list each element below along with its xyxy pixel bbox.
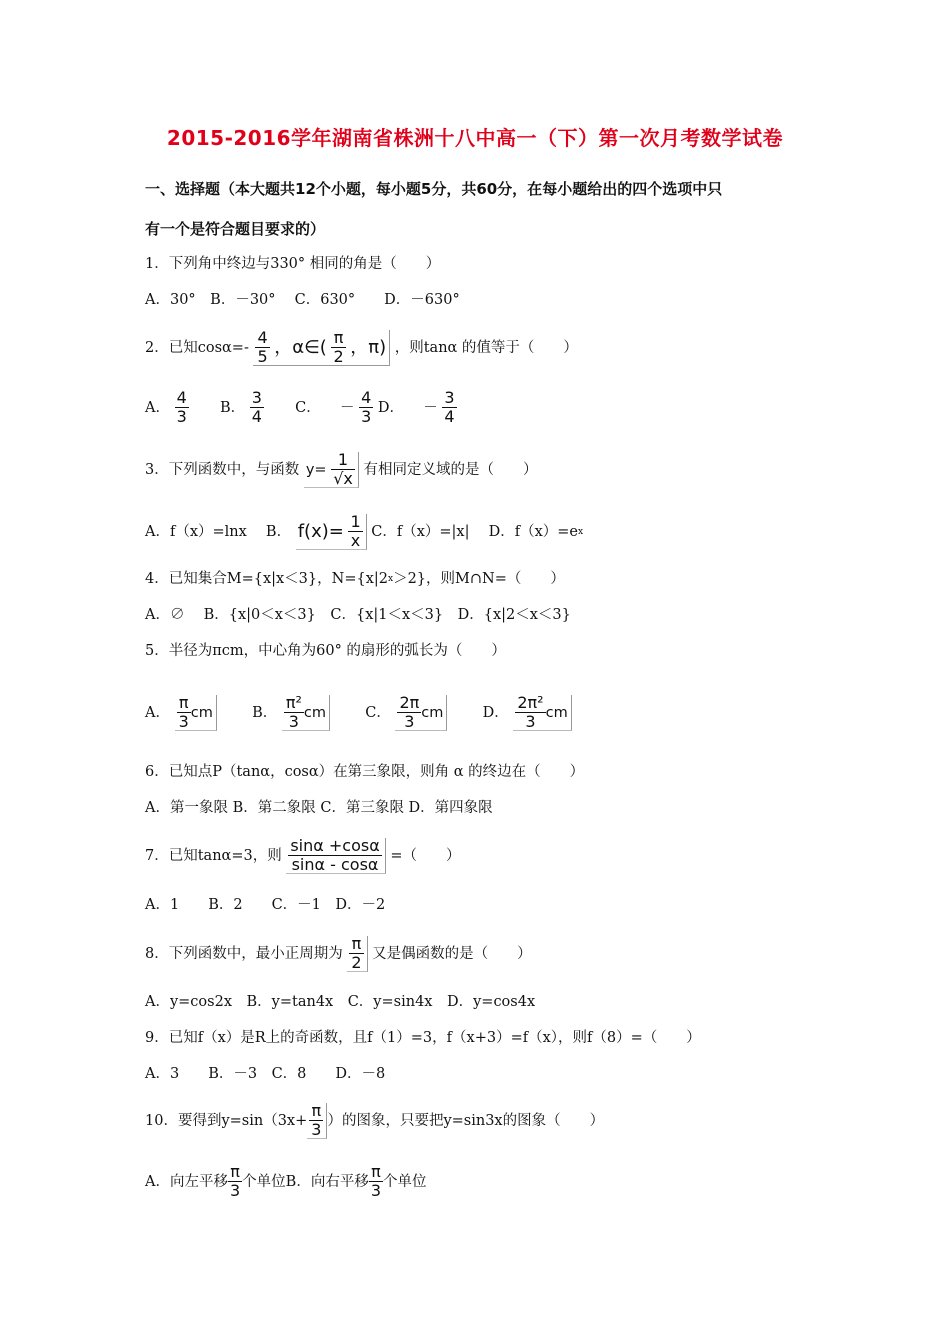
q2-d-num: 3: [444, 388, 455, 407]
question-4-options: A．∅ B．{x|0＜x＜3} C．{x|1＜x＜3} D．{x|2＜x＜3}: [145, 607, 571, 623]
q5-d-den: 3: [525, 712, 536, 731]
q10-opt-a-post: 个单位B．向右平移: [242, 1173, 369, 1190]
q5-opt-a: A．: [145, 705, 170, 721]
q10-den: 3: [311, 1120, 322, 1139]
section-heading-line2: 有一个是符合题目要求的）: [145, 220, 326, 238]
q5-opt-b: B．: [252, 705, 278, 721]
q2-b-den: 4: [251, 407, 262, 426]
q10-post: ）的图象，只要把y=sin3x的图象（ ）: [327, 1113, 605, 1129]
q10-b-den: 3: [370, 1181, 382, 1200]
q7-den: sinα - cosα: [291, 855, 379, 874]
q5-b-unit: cm: [303, 704, 327, 721]
q4-sup: x: [388, 574, 394, 584]
q10-num: π: [309, 1103, 323, 1121]
q5-a-num: π: [177, 695, 191, 713]
q5-a-den: 3: [178, 712, 189, 731]
q2-num: 4: [257, 328, 268, 347]
q2-a-num: 4: [176, 388, 187, 407]
q3-fraction: [331, 452, 355, 487]
q2-opt-b-frac: [250, 390, 264, 425]
question-1-options: A．30° B．－30° C．630° D．－630°: [145, 292, 460, 308]
q2-den: 5: [257, 347, 268, 366]
q3-rest-text: C．f（x）=|x| D．f（x）=e: [371, 524, 578, 540]
question-8-options: A．y=cos2x B．y=tan4x C．y=sin4x D．y=cos4x: [145, 994, 536, 1010]
q5-c-formula: [395, 695, 447, 731]
q2-end: ，π): [350, 336, 387, 358]
q2-two: 2: [333, 347, 344, 366]
q3-sup: x: [577, 527, 584, 537]
q10-b-num: π: [369, 1164, 383, 1182]
q2-opt-d-sign: －: [423, 399, 438, 416]
q10-a-den: 3: [229, 1181, 241, 1200]
q5-d-unit: cm: [545, 704, 568, 721]
q2-formula: [253, 330, 390, 366]
q8-num: π: [349, 936, 363, 954]
q2-a-den: 3: [176, 407, 187, 426]
question-8-stem: [145, 936, 532, 972]
question-4-stem: [145, 569, 565, 589]
exam-title: 2015-2016学年湖南省株洲十八中高一（下）第一次月考数学试卷: [166, 126, 784, 150]
q5-d-formula: [513, 695, 571, 731]
q5-d-frac: [515, 695, 545, 730]
q10-opt-b-post: 个单位: [383, 1173, 427, 1190]
q2-opt-b: B．: [220, 399, 246, 416]
q7-fraction: [288, 838, 381, 873]
q10-opt-b-frac: [369, 1164, 383, 1199]
q10-opt-a-pre: A．向左平移: [145, 1173, 228, 1190]
question-5-options: [145, 695, 572, 731]
q7-num: sinα +cosα: [290, 836, 380, 855]
q5-c-unit: cm: [421, 704, 444, 721]
question-7-options: A．1 B．2 C．－1 D．－2: [145, 897, 386, 913]
q5-b-frac: [284, 695, 304, 730]
q5-c-num: 2π: [399, 693, 420, 712]
question-6-options: A．第一象限 B．第二象限 C．第三象限 D．第四象限: [145, 800, 493, 816]
section-heading-line1: 一、选择题（本大题共12个小题，每小题5分，共60分，在每小题给出的四个选项中只: [145, 180, 723, 198]
question-9-options: A．3 B．－3 C．8 D．－8: [145, 1066, 386, 1082]
q2-b-num: 3: [251, 388, 262, 407]
q2-opt-c-sign: －: [340, 399, 355, 416]
q10-pre: 10．要得到y=sin（3x+: [145, 1113, 308, 1129]
q5-a-unit: cm: [190, 704, 213, 721]
q4-stem-pre: 4．已知集合M={x|x＜3}，N={x|2: [145, 571, 388, 587]
q2-pre: 2．已知cosα=-: [145, 340, 249, 356]
q5-opt-c: C．: [365, 705, 391, 721]
question-9-stem: 9．已知f（x）是R上的奇函数，且f（1）=3，f（x+3）=f（x），则f（8）=（ ）: [145, 1030, 701, 1046]
q10-opt-a-frac: [228, 1164, 242, 1199]
q3-pre: 3．下列函数中，与函数: [145, 462, 300, 478]
q3-b-frac: [348, 514, 362, 549]
q3-opt-b-formula: [296, 514, 367, 550]
q3-opt-rest: [371, 522, 583, 542]
q2-pi: π: [331, 330, 345, 348]
q2-c-num: 4: [361, 388, 372, 407]
q5-c-frac: [397, 695, 421, 730]
q3-b-num: 1: [350, 512, 361, 531]
q8-den: 2: [351, 953, 362, 972]
q2-d-den: 4: [444, 407, 455, 426]
q8-formula: [347, 936, 367, 972]
q3-b-f: f(x)=: [297, 520, 344, 542]
q2-opt-a-frac: [175, 390, 189, 425]
q10-a-num: π: [228, 1164, 242, 1182]
q5-a-formula: [175, 695, 217, 731]
q10-fraction: [309, 1103, 323, 1138]
q3-b-den: x: [350, 531, 361, 550]
q7-pre: 7．已知tanα=3，则: [145, 848, 282, 864]
q5-a-frac: [177, 695, 191, 730]
q7-formula: [286, 838, 385, 874]
question-1-stem: 1．下列角中终边与330° 相同的角是（ ）: [145, 256, 441, 272]
question-7-stem: [145, 838, 461, 874]
q5-b-formula: [282, 695, 330, 731]
q8-post: 又是偶函数的是（ ）: [372, 946, 532, 962]
q3-sqrt: √x: [333, 469, 353, 488]
q4-stem-post: ＞2}，则M∩N=（ ）: [393, 571, 565, 587]
q3-opt-a: A．f（x）=lnx B．: [145, 524, 292, 540]
q2-mid: ，α∈(: [274, 336, 327, 358]
question-2-options: [145, 390, 457, 425]
question-2-stem: [145, 330, 578, 366]
q10-formula: [307, 1103, 327, 1139]
q5-d-num: 2π²: [517, 693, 544, 712]
q2-fraction: [255, 330, 269, 365]
question-10-stem: [145, 1103, 604, 1139]
q2-opt-c: C．: [295, 399, 321, 416]
q3-post: 有相同定义域的是（ ）: [363, 462, 538, 478]
q2-opt-d: D．: [377, 399, 405, 416]
q5-b-den: 3: [288, 712, 299, 731]
q2-opt-c-frac: [359, 390, 373, 425]
q7-post: =（ ）: [390, 848, 461, 864]
q2-opt-a: A．: [145, 399, 170, 416]
q8-pre: 8．下列函数中，最小正周期为: [145, 946, 343, 962]
q3-y: y=: [305, 461, 327, 478]
q3-formula: [304, 452, 359, 488]
question-6-stem: 6．已知点P（tanα，cosα）在第三象限，则角 α 的终边在（ ）: [145, 764, 585, 780]
q3-num: 1: [331, 452, 355, 470]
q5-b-num: π²: [285, 693, 302, 712]
question-5-stem: 5．半径为πcm，中心角为60° 的扇形的弧长为（ ）: [145, 643, 506, 659]
q5-c-den: 3: [404, 712, 415, 731]
q2-opt-d-frac: [442, 390, 456, 425]
question-3-options: [145, 514, 583, 550]
q2-post: ，则tanα 的值等于（ ）: [394, 340, 578, 356]
q8-fraction: [349, 936, 363, 971]
question-3-stem: [145, 452, 537, 488]
question-10-options: [145, 1164, 427, 1199]
q2-pi-fraction: [331, 330, 345, 365]
q5-opt-d: D．: [482, 705, 509, 721]
q2-c-den: 3: [361, 407, 372, 426]
